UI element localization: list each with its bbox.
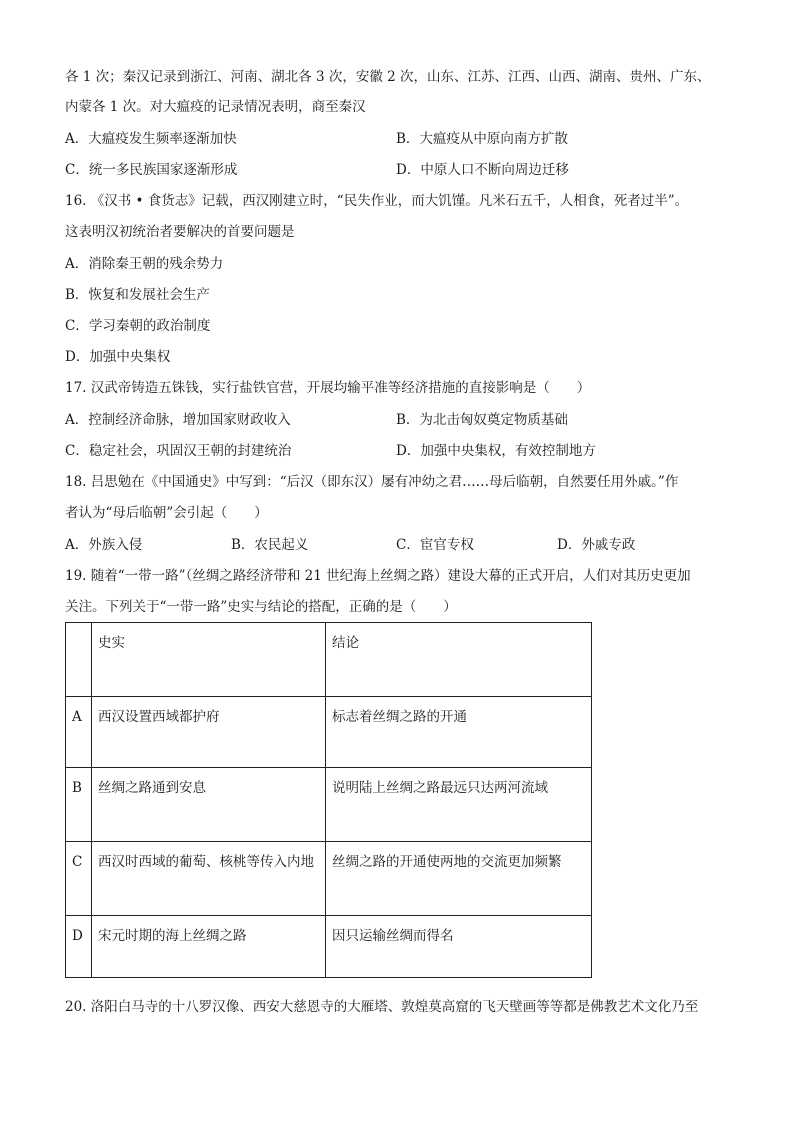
q19-line-1: 19. 随着“一带一路”（丝绸之路经济带和 21 世纪海上丝绸之路）建设大幕的正式开启，人们对其历史更加 [65,568,691,584]
table-row [66,916,592,978]
q17-option-d: D．加强中央集权，有效控制地方 [396,443,596,459]
table-header-row [66,623,592,697]
q15-option-c: C．统一多民族国家逐渐形成 [65,162,238,178]
q15-line-1: 各 1 次；秦汉记录到浙江、河南、湖北各 3 次，安徽 2 次，山东、江苏、江西、山西、湖南、贵州、广东、 [65,69,711,85]
q16-line-1: 16. 《汉书 • 食货志》记载，西汉刚建立时，“民失作业，而大饥馑。凡米石五千，人相食，死者过半”。 [65,193,689,209]
table-cell: 西汉时西域的葡萄、核桃等传入内地 [92,842,326,916]
q15-option-b: B．大瘟疫从中原向南方扩散 [396,131,568,147]
q16-option-c: C．学习秦朝的政治制度 [65,318,211,334]
table-cell: 因只运输丝绸而得名 [326,916,592,978]
table-header-cell: 结论 [326,623,592,697]
q15-line-2: 内蒙各 1 次。对大瘟疫的记录情况表明，商至秦汉 [65,99,366,115]
table-cell: 说明陆上丝绸之路最远只达两河流域 [326,768,592,842]
table-cell: 丝绸之路的开通使两地的交流更加频繁 [326,842,592,916]
q18-option-b: B．农民起义 [231,537,309,553]
table-header-cell [66,623,92,697]
q16-option-d: D．加强中央集权 [65,349,171,365]
q18-line-1: 18. 吕思勉在《中国通史》中写到：“后汉（即东汉）屡有冲幼之君……母后临朝，自然要任用外戚。”作 [65,474,679,490]
q18-line-2: 者认为“母后临朝”会引起（ ） [65,505,268,521]
q16-line-2: 这表明汉初统治者要解决的首要问题是 [65,224,295,240]
table-cell: 丝绸之路通到安息 [92,768,326,842]
q17-option-a: A．控制经济命脉，增加国家财政收入 [65,412,291,428]
table-cell: 宋元时期的海上丝绸之路 [92,916,326,978]
q17-option-c: C．稳定社会，巩固汉王朝的封建统治 [65,443,292,459]
q15-option-d: D．中原人口不断向周边迁移 [396,162,569,178]
table-cell: 西汉设置西域都护府 [92,697,326,768]
q18-option-c: C．宦官专权 [396,537,474,553]
table-row [66,697,592,768]
q19-line-2: 关注。下列关于“一带一路”史实与结论的搭配，正确的是（ ） [65,599,457,615]
table-row [66,842,592,916]
q16-option-b: B．恢复和发展社会生产 [65,287,210,303]
table-row [66,768,592,842]
table-header-cell: 史实 [92,623,326,697]
table-cell: 标志着丝绸之路的开通 [326,697,592,768]
table-cell: A [66,697,92,768]
q18-option-a: A．外族入侵 [65,537,143,553]
table-cell: D [66,916,92,978]
q20-line-1: 20. 洛阳白马寺的十八罗汉像、西安大慈恩寺的大雁塔、敦煌莫高窟的飞天壁画等等都是佛教艺术文化乃至 [65,999,699,1015]
table-cell: B [66,768,92,842]
q16-option-a: A．消除秦王朝的残余势力 [65,256,224,272]
q19-table [65,622,592,978]
q15-option-a: A．大瘟疫发生频率逐渐加快 [65,131,237,147]
q18-option-d: D．外戚专政 [557,537,636,553]
q17-option-b: B．为北击匈奴奠定物质基础 [396,412,568,428]
table-cell: C [66,842,92,916]
q17-line-1: 17. 汉武帝铸造五铢钱，实行盐铁官营，开展均输平准等经济措施的直接影响是（ ） [65,380,591,396]
